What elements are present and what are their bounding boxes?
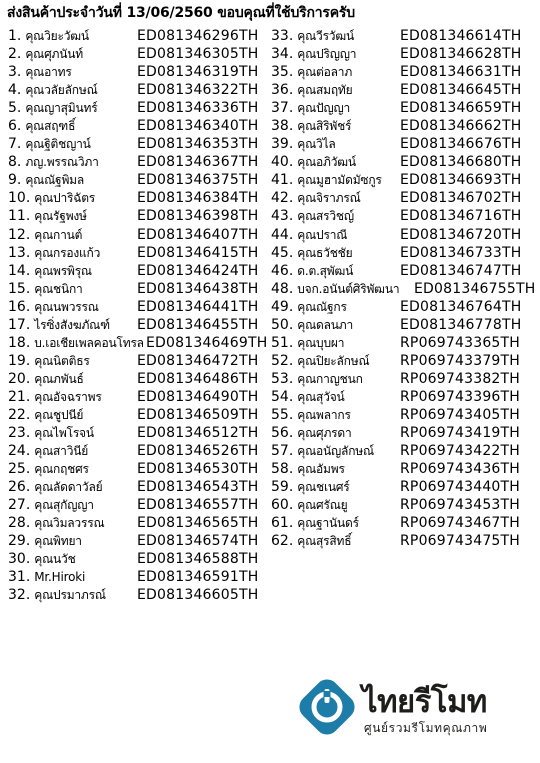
item-number: 28. <box>8 515 31 532</box>
company-logo <box>292 672 522 754</box>
tracking-number: ED081346472TH <box>137 352 259 369</box>
list-item <box>271 514 533 532</box>
tracking-number: ED081346384TH <box>137 190 259 207</box>
list-item <box>8 298 270 316</box>
recipient-name: คุณศุภนันท์ <box>25 47 83 62</box>
recipient-name: คุณสุรสิทธิ์ <box>297 534 352 549</box>
recipient-name: Mr.Hiroki <box>34 570 86 585</box>
tracking-number: ED081346662TH <box>400 118 522 135</box>
recipient-name: คุณต่อลาภ <box>297 65 353 80</box>
list-item <box>271 442 533 460</box>
list-item <box>8 280 270 298</box>
item-number: 29. <box>8 533 31 550</box>
item-number: 43. <box>271 208 294 225</box>
list-item <box>8 189 270 207</box>
recipient-name: บ.เอเชียเพลคอนโทรล <box>34 335 144 350</box>
tracking-number: ED081346778TH <box>400 316 522 333</box>
item-number: 38. <box>271 118 294 135</box>
tracking-number: RP069743405TH <box>400 406 521 423</box>
list-item <box>8 424 270 442</box>
tracking-number: ED081346614TH <box>400 28 522 44</box>
tracking-number: ED081346455TH <box>137 316 259 333</box>
recipient-name: คุณศรัณยู <box>297 498 348 513</box>
item-number: 26. <box>8 479 31 496</box>
item-number: 60. <box>271 497 294 514</box>
recipient-name: คุณธวัชชัย <box>297 245 353 260</box>
tracking-number: ED081346490TH <box>137 388 259 405</box>
recipient-name: คุณกาญชนก <box>297 371 363 386</box>
recipient-name: คุณอัจฉราพร <box>34 389 102 404</box>
list-item <box>8 514 270 532</box>
tracking-number: ED081346680TH <box>400 154 522 171</box>
tracking-number: ED081346720TH <box>400 226 522 243</box>
shipment-list-right <box>271 27 536 550</box>
recipient-name: คุณสฤฑธิ์ <box>25 119 76 134</box>
item-number: 4. <box>8 82 22 99</box>
tracking-number: ED081346676TH <box>400 136 522 153</box>
item-number: 3. <box>8 64 22 81</box>
shipment-list-left <box>8 27 270 605</box>
logo-name: ไทยรีโมท <box>362 684 487 720</box>
item-number: 11. <box>8 208 31 225</box>
tracking-number: RP069743453TH <box>400 497 521 514</box>
list-item <box>271 532 533 550</box>
list-item <box>8 316 270 334</box>
tracking-number: ED081346530TH <box>137 461 259 478</box>
recipient-name: คุณไพโรจน์ <box>34 426 94 441</box>
list-item <box>8 370 270 388</box>
recipient-name: คุณพิทยา <box>34 534 82 549</box>
tracking-number: ED081346733TH <box>400 244 522 261</box>
list-item <box>8 153 270 171</box>
tracking-number: ED081346764TH <box>400 298 522 315</box>
list-item <box>271 207 533 225</box>
recipient-name: คุณณัฐพิมล <box>25 173 85 188</box>
item-number: 24. <box>8 443 31 460</box>
recipient-name: คุณสุวัจน์ <box>297 389 345 404</box>
recipient-name: คุณปรมาภรณ์ <box>34 588 106 603</box>
list-item <box>271 117 533 135</box>
list-item <box>8 207 270 225</box>
tracking-number: ED081346322TH <box>137 82 259 99</box>
recipient-name: คุณวีรวัฒน์ <box>297 29 354 43</box>
list-item <box>271 424 533 442</box>
list-item <box>271 135 533 153</box>
item-number: 8. <box>8 154 22 171</box>
tracking-number: RP069743467TH <box>400 515 521 532</box>
item-number: 52. <box>271 352 294 369</box>
logo-tagline: ศูนย์รวมรีโมทคุณภาพ <box>364 721 488 735</box>
item-number: 57. <box>271 443 294 460</box>
item-number: 50. <box>271 316 294 333</box>
recipient-name: คุณสรวิชญ์ <box>297 209 354 224</box>
tracking-number: ED081346424TH <box>137 262 259 279</box>
item-number: 7. <box>8 136 22 153</box>
item-number: 23. <box>8 425 31 442</box>
recipient-name: คุณปาริฉัตร <box>34 191 96 206</box>
list-item <box>8 81 270 99</box>
list-item <box>271 244 533 262</box>
list-item <box>8 334 270 352</box>
recipient-name: คุณจิราภรณ์ <box>297 191 361 206</box>
list-item <box>271 45 533 63</box>
recipient-name: คุณชูปนีย์ <box>34 407 84 422</box>
recipient-name: คุณสุกัญญา <box>34 498 94 513</box>
tracking-number: RP069743422TH <box>400 443 521 460</box>
recipient-name: ด.ต.สุพัฒน์ <box>297 263 354 278</box>
recipient-name: คุณปริญญา <box>297 47 357 62</box>
recipient-name: คุณลัดดาวัลย์ <box>34 480 103 495</box>
page-title: ส่งสินค้าประจำวันที่ 13/06/2560 ขอบคุณที่ใช้บริการครับ <box>7 5 355 21</box>
item-number: 20. <box>8 370 31 387</box>
item-number: 27. <box>8 497 31 514</box>
list-item <box>271 334 533 352</box>
recipient-name: คุณรัฐพงษ์ <box>34 209 87 224</box>
list-item <box>8 171 270 189</box>
item-number: 58. <box>271 461 294 478</box>
recipient-name: คุณอภิวัฒน์ <box>297 155 356 170</box>
tracking-number: ED081346296TH <box>137 28 259 44</box>
tracking-number: ED081346336TH <box>137 100 259 117</box>
list-item <box>271 496 533 514</box>
list-item <box>8 532 270 550</box>
tracking-number: ED081346702TH <box>400 190 522 207</box>
tracking-number: RP069743419TH <box>400 425 521 442</box>
item-number: 13. <box>8 244 31 261</box>
tracking-number: RP069743365TH <box>400 334 521 351</box>
tracking-number: ED081346557TH <box>137 497 259 514</box>
item-number: 39. <box>271 136 294 153</box>
item-number: 56. <box>271 425 294 442</box>
item-number: 48. <box>271 280 294 297</box>
list-item <box>8 352 270 370</box>
recipient-name: คุณอนัญลักษณ์ <box>297 444 374 459</box>
tracking-number: ED081346407TH <box>137 226 259 243</box>
recipient-name: คุณกรองแก้ว <box>34 245 101 260</box>
list-item <box>8 586 270 604</box>
recipient-name: บจก.อนันต์ศิริพัฒนา <box>297 281 400 296</box>
list-item <box>271 226 533 244</box>
list-item <box>8 496 270 514</box>
recipient-name: คุณบุบผา <box>297 335 345 350</box>
list-item <box>8 406 270 424</box>
recipient-name: ภญ.พรรณวิภา <box>25 155 99 170</box>
tracking-number: ED081346398TH <box>137 208 259 225</box>
recipient-name: คุณปัญญา <box>297 101 351 116</box>
item-number: 15. <box>8 280 31 297</box>
item-number: 18. <box>8 334 31 351</box>
recipient-name: คุณวลัยลักษณ์ <box>25 83 98 98</box>
tracking-number: ED081346375TH <box>137 172 259 189</box>
recipient-name: คุณอาทร <box>25 65 72 80</box>
item-number: 37. <box>271 100 294 117</box>
recipient-name: คุณกานต์ <box>34 227 83 242</box>
remote-logo-icon <box>292 672 362 742</box>
list-item <box>8 478 270 496</box>
tracking-number: RP069743436TH <box>400 461 521 478</box>
recipient-name: คุณญาสุมินทร์ <box>25 101 98 116</box>
list-item <box>8 550 270 568</box>
item-number: 12. <box>8 226 31 243</box>
item-number: 32. <box>8 587 31 604</box>
tracking-number: ED081346512TH <box>137 425 259 442</box>
item-number: 6. <box>8 118 22 135</box>
recipient-name: คุณชนิกา <box>34 281 83 296</box>
tracking-number: ED081346353TH <box>137 136 259 153</box>
item-number: 19. <box>8 352 31 369</box>
tracking-number: ED081346319TH <box>137 64 259 81</box>
tracking-number: ED081346438TH <box>137 280 259 297</box>
recipient-name: คุณสมฤทัย <box>297 83 353 98</box>
item-number: 46. <box>271 262 294 279</box>
item-number: 59. <box>271 479 294 496</box>
tracking-number: ED081346526TH <box>137 443 259 460</box>
item-number: 25. <box>8 461 31 478</box>
item-number: 49. <box>271 298 294 315</box>
list-item <box>271 189 533 207</box>
tracking-number: ED081346645TH <box>400 82 522 99</box>
item-number: 55. <box>271 406 294 423</box>
list-item <box>8 244 270 262</box>
list-item <box>271 262 533 280</box>
item-number: 34. <box>271 46 294 63</box>
tracking-number: ED081346441TH <box>137 298 259 315</box>
item-number: 22. <box>8 406 31 423</box>
list-item <box>271 63 533 81</box>
recipient-name: คุณปราณี <box>297 227 348 242</box>
recipient-name: คุณพรพิรุณ <box>34 263 92 278</box>
list-item <box>271 99 533 117</box>
list-item <box>8 460 270 478</box>
item-number: 35. <box>271 64 294 81</box>
tracking-number: RP069743379TH <box>400 352 521 369</box>
list-item <box>8 262 270 280</box>
list-item <box>271 460 533 478</box>
list-item <box>271 352 533 370</box>
list-item <box>271 370 533 388</box>
list-item <box>271 153 533 171</box>
list-item <box>271 171 533 189</box>
list-item <box>271 388 533 406</box>
recipient-name: คุณภพันธ์ <box>34 371 84 386</box>
tracking-number: ED081346509TH <box>137 406 259 423</box>
recipient-name: คุณมูฮามัดมัซกูร <box>297 173 382 188</box>
tracking-number: RP069743475TH <box>400 533 521 550</box>
recipient-name: คุณฐานันดร์ <box>297 516 359 531</box>
tracking-number: ED081346367TH <box>137 154 259 171</box>
item-number: 17. <box>8 316 31 333</box>
tracking-number: ED081346628TH <box>400 46 522 63</box>
item-number: 45. <box>271 244 294 261</box>
list-item <box>271 406 533 424</box>
item-number: 14. <box>8 262 31 279</box>
recipient-name: คุณวิไล <box>297 137 336 152</box>
list-item <box>8 442 270 460</box>
list-item <box>8 27 270 45</box>
recipient-name: คุณอัมพร <box>297 462 345 477</box>
list-item <box>8 388 270 406</box>
tracking-number: ED081346591TH <box>137 569 259 586</box>
item-number: 1. <box>8 28 22 44</box>
item-number: 51. <box>271 334 294 351</box>
tracking-number: ED081346340TH <box>137 118 259 135</box>
tracking-number: ED081346716TH <box>400 208 522 225</box>
item-number: 10. <box>8 190 31 207</box>
item-number: 33. <box>271 28 294 44</box>
item-number: 40. <box>271 154 294 171</box>
list-item <box>8 117 270 135</box>
item-number: 2. <box>8 46 22 63</box>
tracking-number: ED081346543TH <box>137 479 259 496</box>
list-item <box>271 478 533 496</box>
recipient-name: คุณนิตติธร <box>34 353 90 368</box>
recipient-name: คุณปิยะลักษณ์ <box>297 353 370 368</box>
list-item <box>271 27 533 45</box>
list-item <box>8 568 270 586</box>
tracking-number: ED081346605TH <box>137 587 259 604</box>
tracking-number: ED081346631TH <box>400 64 522 81</box>
item-number: 41. <box>271 172 294 189</box>
list-item <box>8 135 270 153</box>
recipient-name: คุณดลนภา <box>297 317 354 332</box>
item-number: 53. <box>271 370 294 387</box>
tracking-number: ED081346565TH <box>137 515 259 532</box>
recipient-name: คุณนพวรรณ <box>34 299 99 314</box>
list-item <box>271 298 533 316</box>
list-item <box>271 280 536 298</box>
item-number: 16. <box>8 298 31 315</box>
item-number: 44. <box>271 226 294 243</box>
recipient-name: คุณนวัช <box>34 552 76 567</box>
list-item <box>8 99 270 117</box>
item-number: 54. <box>271 388 294 405</box>
tracking-number: ED081346469TH <box>146 334 268 351</box>
recipient-name: คุณชเนศร์ <box>297 480 350 495</box>
tracking-number: ED081346415TH <box>137 244 259 261</box>
recipient-name: คุณกฤชศร <box>34 462 89 477</box>
list-item <box>8 63 270 81</box>
item-number: 5. <box>8 100 22 117</box>
recipient-name: คุณฐิติชญาน์ <box>25 137 91 152</box>
item-number: 9. <box>8 172 22 189</box>
list-item <box>271 316 533 334</box>
item-number: 62. <box>271 533 294 550</box>
recipient-name: คุณณัฐกร <box>297 299 347 314</box>
list-item <box>271 81 533 99</box>
item-number: 30. <box>8 551 31 568</box>
tracking-number: RP069743382TH <box>400 370 521 387</box>
tracking-number: ED081346588TH <box>137 551 259 568</box>
recipient-name: คุณศุภรดา <box>297 426 352 441</box>
tracking-number: ED081346755TH <box>414 280 536 297</box>
recipient-name: คุณสาวินีย์ <box>34 444 89 459</box>
item-number: 42. <box>271 190 294 207</box>
item-number: 31. <box>8 569 31 586</box>
tracking-number: ED081346574TH <box>137 533 259 550</box>
item-number: 61. <box>271 515 294 532</box>
tracking-number: RP069743396TH <box>400 388 521 405</box>
recipient-name: คุณพลากร <box>297 407 351 422</box>
tracking-number: ED081346693TH <box>400 172 522 189</box>
tracking-number: ED081346486TH <box>137 370 259 387</box>
list-item <box>8 45 270 63</box>
tracking-number: ED081346659TH <box>400 100 522 117</box>
recipient-name: คุณสิริพัชร์ <box>297 119 352 134</box>
tracking-number: ED081346747TH <box>400 262 522 279</box>
tracking-number: ED081346305TH <box>137 46 259 63</box>
item-number: 36. <box>271 82 294 99</box>
list-item <box>8 226 270 244</box>
recipient-name: ไรซิ่งสังฆภัณฑ์ <box>34 317 110 332</box>
tracking-number: RP069743440TH <box>400 479 521 496</box>
item-number: 21. <box>8 388 31 405</box>
recipient-name: คุณวิมลวรรณ <box>34 516 105 531</box>
recipient-name: คุณวิยะวัฒน์ <box>25 29 89 43</box>
